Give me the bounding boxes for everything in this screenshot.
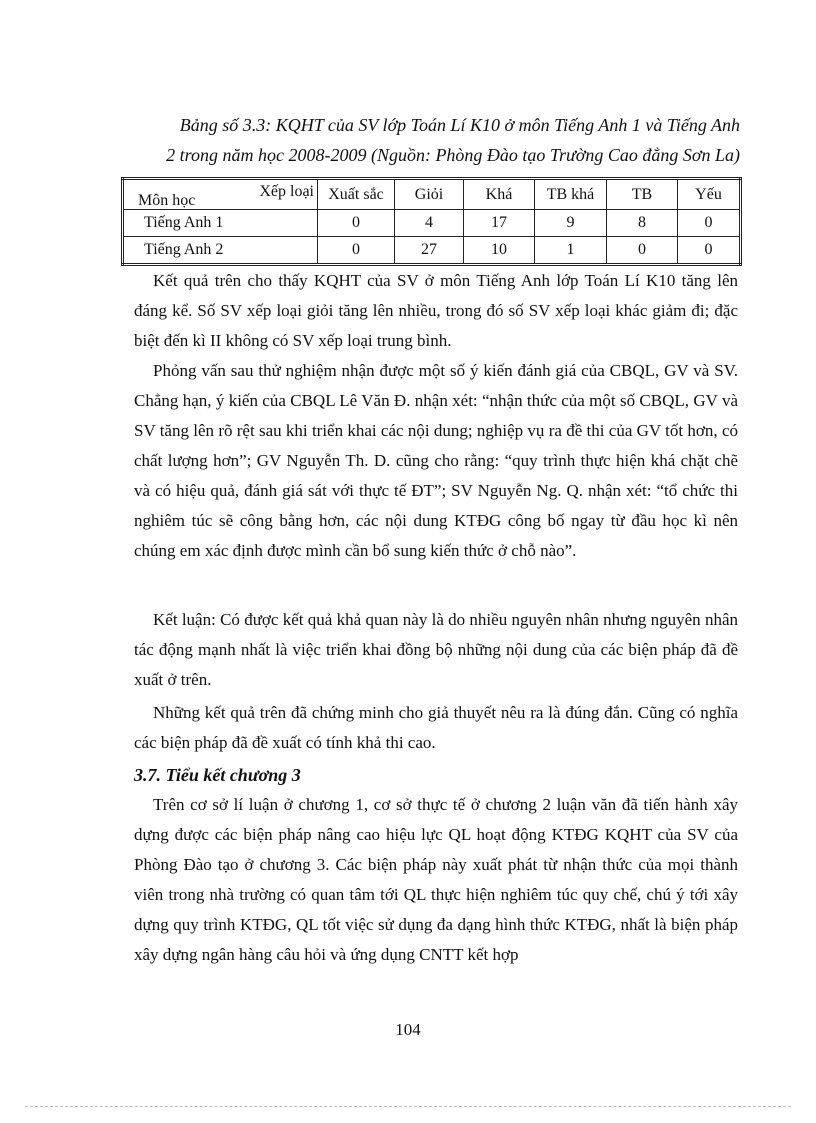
table-cell: 0: [607, 237, 678, 265]
diagonal-header-cell: [123, 179, 318, 210]
grades-table: [121, 177, 742, 266]
paragraph-conclusion: Kết luận: Có được kết quả khả quan này là do nhiều nguyên nhân nhưng nguyên nhân tác động mạnh nhất là việc triển khai đồng bộ những nội dung của các biện pháp đã đề xuất ở trên.: [134, 610, 738, 689]
header-classification: Xếp loại: [259, 183, 314, 200]
table-header-row: [123, 179, 741, 210]
column-header: Khá: [464, 179, 535, 210]
row-subject: Tiếng Anh 2: [123, 237, 318, 265]
table-cell: 0: [678, 210, 741, 237]
table-cell: 10: [464, 237, 535, 265]
table-cell: 4: [395, 210, 464, 237]
paragraph-chapter-summary: Trên cơ sở lí luận ở chương 1, cơ sở thực tế ở chương 2 luận văn đã tiến hành xây dựng được các biện pháp nâng cao hiệu lực QL hoạt động KTĐG KQHT của SV của Phòng Đào tạo ở chương 3. Các biện pháp này xuất phát từ nhận thức của mọi thành viên trong nhà trường có quan tâm tới QL thực hiện nghiêm túc quy chế, chú ý tới xây dựng quy trình KTĐG, QL tốt việc sử dụng đa dạng hình thức KTĐG, nhất là biện pháp xây dựng ngân hàng câu hỏi và ứng dụng CNTT kết hợp: [134, 795, 738, 964]
table-row: [123, 210, 741, 237]
table-cell: 17: [464, 210, 535, 237]
column-header: Yếu: [678, 179, 741, 210]
table-cell: 1: [535, 237, 607, 265]
paragraph-hypothesis: Những kết quả trên đã chứng minh cho giả thuyết nêu ra là đúng đắn. Cũng có nghĩa các biện pháp đã đề xuất có tính khả thi cao.: [134, 703, 738, 752]
table-caption-line-2: 2 trong năm học 2008-2009 (Nguồn: Phòng Đào tạo Trường Cao đẳng Sơn La): [166, 145, 740, 165]
table-cell: 8: [607, 210, 678, 237]
paragraph-results-summary: Kết quả trên cho thấy KQHT của SV ở môn Tiếng Anh lớp Toán Lí K10 tăng lên đáng kể. Số SV xếp loại giỏi tăng lên nhiều, trong đó số SV xếp loại khác giảm đi; đặc biệt đến kì II không có SV xếp loại trung bình.: [134, 271, 738, 350]
page-number: 104: [395, 1020, 421, 1039]
table-cell: 0: [318, 237, 395, 265]
header-subject: Môn học: [138, 192, 196, 209]
table-cell: 0: [678, 237, 741, 265]
page-bottom-rule: [25, 1106, 791, 1107]
section-heading: 3.7. Tiểu kết chương 3: [134, 765, 301, 785]
column-header: Xuất sắc: [318, 179, 395, 210]
column-header: TB: [607, 179, 678, 210]
column-header: TB khá: [535, 179, 607, 210]
table-row: [123, 237, 741, 265]
table-cell: 9: [535, 210, 607, 237]
table-caption-line-1: Bảng số 3.3: KQHT của SV lớp Toán Lí K10 ở môn Tiếng Anh 1 và Tiếng Anh: [179, 115, 740, 135]
table-cell: 27: [395, 237, 464, 265]
column-header: Giỏi: [395, 179, 464, 210]
row-subject: Tiếng Anh 1: [123, 210, 318, 237]
paragraph-interview-opinions: Phỏng vấn sau thử nghiệm nhận được một số ý kiến đánh giá của CBQL, GV và SV. Chẳng hạn, ý kiến của CBQL Lê Văn Đ. nhận xét: “nhận thức của một số CBQL, GV và SV tăng lên rõ rệt sau khi triển khai các nội dung; nghiệp vụ ra đề thi của GV tốt hơn, có chất lượng hơn”; GV Nguyễn Th. D. cũng cho rằng: “quy trình thực hiện khá chặt chẽ và có hiệu quả, đánh giá sát với thực tế ĐT”; SV Nguyễn Ng. Q. nhận xét: “tổ chức thi nghiêm túc sẽ công bằng hơn, các nội dung KTĐG công bố ngay từ đầu học kì nên chúng em xác định được mình cần bổ sung kiến thức ở chỗ nào”.: [134, 361, 738, 560]
table-cell: 0: [318, 210, 395, 237]
